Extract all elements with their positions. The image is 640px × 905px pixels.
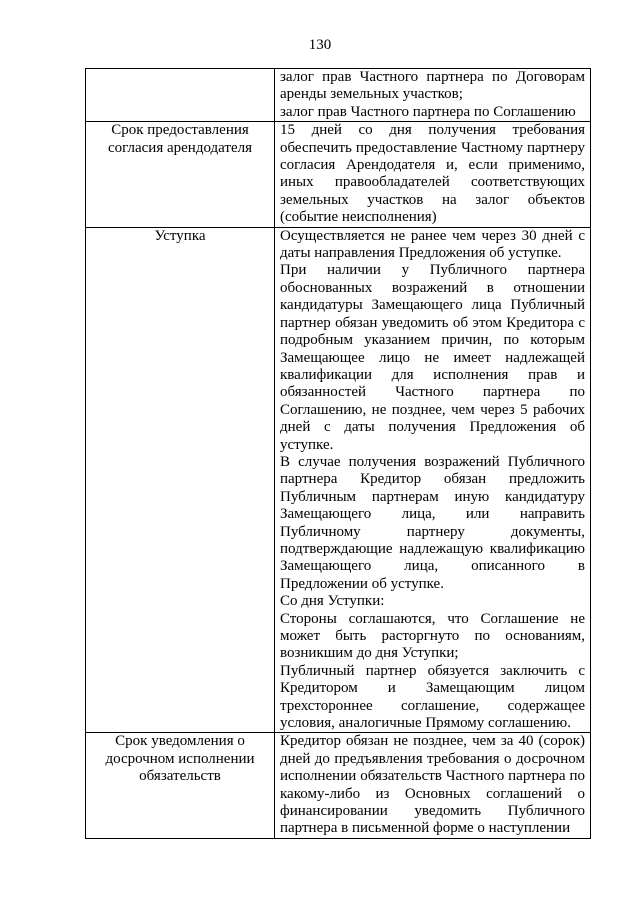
row-content bbox=[275, 733, 591, 838]
paragraph: залог прав Частного партнера по Соглашению bbox=[280, 103, 576, 120]
paragraph: Публичный партнер обязуется заключить с Кредитором и Замещающим лицом трехстороннее соглашение, содержащее условия, аналогичные Прямому соглашению. bbox=[280, 662, 585, 732]
row-label: Уступка bbox=[86, 227, 275, 733]
row-content bbox=[275, 122, 591, 227]
paragraph: 15 дней со дня получения требования обеспечить предоставление Частному партнеру согласия Арендодателя и, если применимо, иных правообладателей соответствующих земельных участков на залог объектов (событие неисполнения) bbox=[280, 122, 585, 226]
table-row bbox=[86, 69, 591, 122]
row-label: Срок предоставления согласия арендодателя bbox=[86, 122, 275, 227]
terms-table bbox=[85, 68, 591, 839]
row-label bbox=[86, 69, 275, 122]
paragraph: Осуществляется не ранее чем через 30 дней с даты направления Предложения об уступке. bbox=[280, 227, 585, 262]
row-label: Срок уведомления о досрочном исполнении обязательств bbox=[86, 733, 275, 838]
table-row bbox=[86, 227, 591, 733]
paragraph: При наличии у Публичного партнера обоснованных возражений в отношении кандидатуры Замещающего лица Публичный партнер обязан уведомить об этом Кредитора с подробным указанием причин, по которым Замещающее лицо не имеет надлежащей квалификации для исполнения прав и обязанностей Частного партнера по Соглашению, не позднее, чем через 5 рабочих дней с даты получения Предложения об уступке. bbox=[280, 262, 585, 453]
row-content bbox=[275, 227, 591, 733]
table-row bbox=[86, 733, 591, 838]
paragraph: Стороны соглашаются, что Соглашение не может быть расторгнуто по основаниям, возникшим до дня Уступки; bbox=[280, 610, 585, 662]
page-number: 130 bbox=[308, 37, 332, 53]
row-content bbox=[275, 69, 591, 122]
table-row bbox=[86, 122, 591, 227]
paragraph: Кредитор обязан не позднее, чем за 40 (сорок) дней до предъявления требования о досрочном исполнении обязательств Частного партнера по какому-либо из Основных соглашений о финансировании уведомить Публичного партнера в письменной форме о наступлении bbox=[280, 733, 585, 837]
paragraph: В случае получения возражений Публичного партнера Кредитор обязан предложить Публичным партнерам иную кандидатуру Замещающего лица, или направить Публичному партнеру документы, подтверждающие надлежащую квалификацию Замещающего лица, описанного в Предложении об уступке. bbox=[280, 453, 585, 592]
paragraph: залог прав Частного партнера по Договорам аренды земельных участков; bbox=[280, 69, 585, 103]
paragraph: Со дня Уступки: bbox=[280, 593, 385, 610]
